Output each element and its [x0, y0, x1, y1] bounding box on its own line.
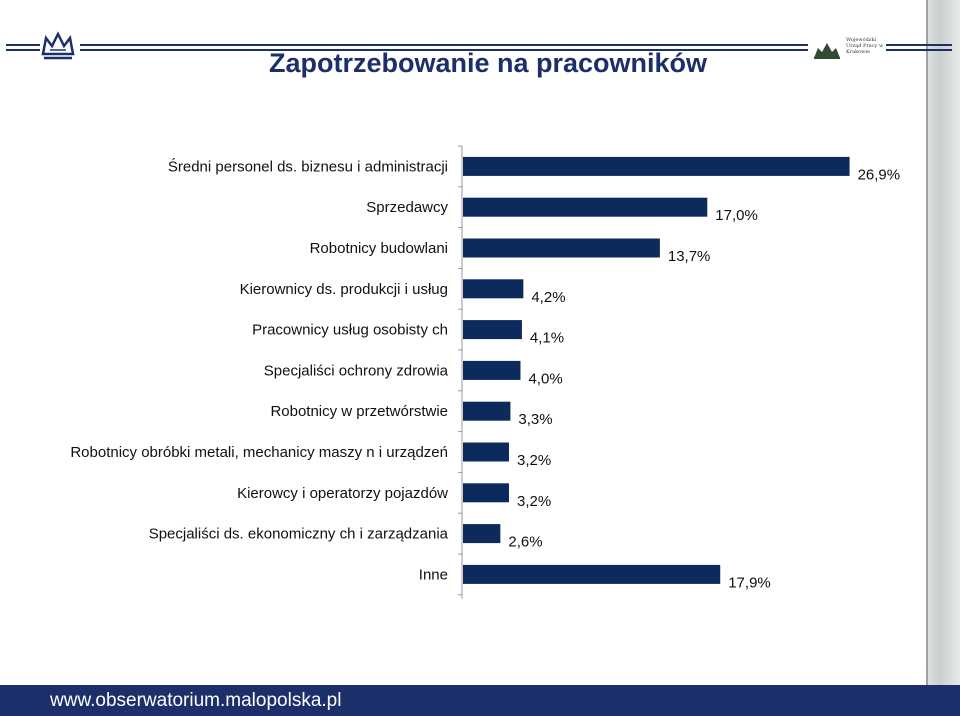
- value-label: 3,2%: [516, 492, 552, 510]
- value-label: 4,1%: [529, 329, 565, 347]
- value-label: 2,6%: [508, 533, 543, 551]
- value-label: 26,9%: [857, 166, 901, 184]
- bar: [463, 483, 509, 502]
- footer-bar: [0, 685, 960, 716]
- footer-url: www.obserwatorium.malopolska.pl: [50, 690, 342, 711]
- category-label: Kierownicy ds. produkcji i usług: [239, 280, 448, 298]
- category-label: Specjaliści ds. ekonomiczny ch i zarządzania: [148, 525, 448, 543]
- category-label: Robotnicy obróbki metali, mechanicy maszy n i urządzeń: [70, 444, 448, 461]
- bar: [463, 198, 707, 217]
- bar: [463, 361, 520, 380]
- logo-text: Wojewódzki Urząd Pracy w Krakowie: [846, 37, 884, 55]
- category-label: Robotnicy w przetwórstwie: [270, 403, 448, 421]
- value-label: 17,9%: [728, 574, 771, 592]
- category-label: Sprzedawcy: [366, 199, 448, 217]
- category-label: Pracownicy usług osobisty ch: [252, 321, 448, 339]
- page-title: Zapotrzebowanie na pracowników: [268, 48, 708, 78]
- bar: [463, 443, 509, 462]
- bar: [463, 565, 720, 584]
- category-label: Kierowcy i operatorzy pojazdów: [237, 484, 448, 502]
- category-label: Inne: [418, 566, 448, 584]
- value-label: 17,0%: [715, 207, 758, 225]
- category-label: Specjaliści ochrony zdrowia: [263, 362, 448, 380]
- value-label: 3,2%: [516, 452, 552, 469]
- bar: [463, 320, 522, 339]
- bar: [463, 402, 510, 421]
- bar: [463, 279, 523, 298]
- value-label: 4,2%: [531, 288, 566, 306]
- value-label: 13,7%: [667, 248, 711, 265]
- bar: [463, 157, 850, 176]
- category-label: Robotnicy budowlani: [309, 240, 448, 257]
- bar: [463, 524, 500, 543]
- value-label: 4,0%: [528, 370, 563, 388]
- category-label: Średni personel ds. biznesu i administracji: [167, 158, 448, 176]
- bar: [463, 239, 660, 258]
- value-label: 3,3%: [518, 411, 553, 429]
